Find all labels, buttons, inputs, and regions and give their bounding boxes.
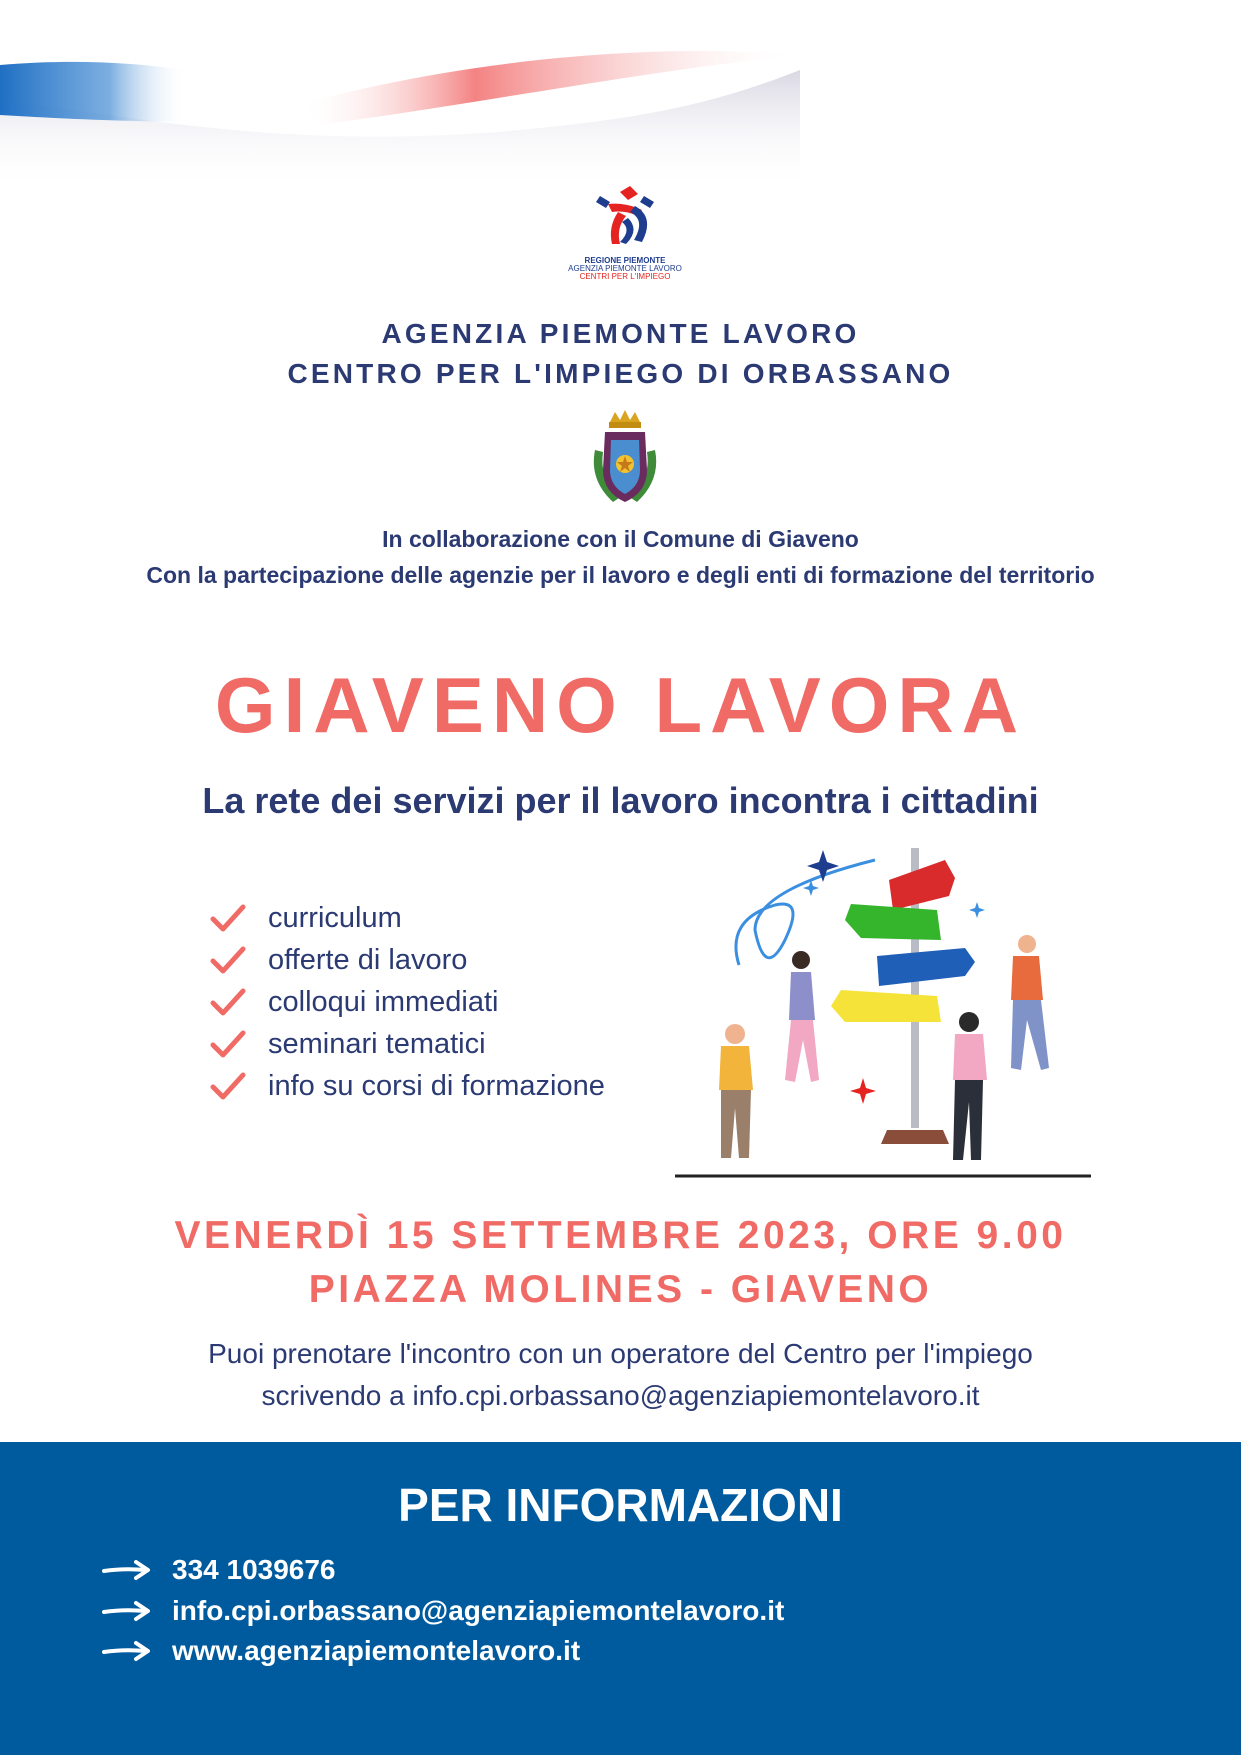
contact-email[interactable] (100, 1593, 784, 1629)
service-label: curriculum (268, 901, 402, 934)
booking-line1: Puoi prenotare l'incontro con un operatore del Centro per l'impiego (208, 1338, 1033, 1369)
website-link[interactable]: www.agenziapiemontelavoro.it (172, 1635, 581, 1666)
service-item (210, 940, 467, 980)
contact-phone[interactable] (100, 1552, 336, 1588)
check-icon (210, 1071, 246, 1101)
event-date: VENERDÌ 15 SETTEMBRE 2023, ORE 9.00 (174, 1214, 1067, 1257)
service-label: seminari tematici (268, 1027, 486, 1060)
check-icon (210, 945, 246, 975)
center-name: CENTRO PER L'IMPIEGO DI ORBASSANO (287, 358, 954, 389)
agency-logo (560, 182, 690, 282)
arrow-right-icon (100, 1599, 154, 1623)
header-wave-decoration (0, 0, 1241, 190)
giaveno-coat-of-arms-icon (585, 410, 665, 510)
contact-website[interactable] (100, 1633, 580, 1669)
logo-line1: REGIONE PIEMONTE (584, 256, 666, 265)
arrow-right-icon (100, 1639, 154, 1663)
logo-line2: AGENZIA PIEMONTE LAVORO (568, 264, 682, 273)
check-icon (210, 1029, 246, 1059)
arrow-right-icon (100, 1558, 154, 1582)
service-item (210, 1066, 605, 1106)
event-title: GIAVENO LAVORA (214, 661, 1027, 749)
service-label: info su corsi di formazione (268, 1069, 605, 1102)
check-icon (210, 903, 246, 933)
collaboration-line: In collaborazione con il Comune di Giaveno (382, 526, 859, 552)
event-place: PIAZZA MOLINES - GIAVENO (308, 1268, 933, 1311)
agency-name: AGENZIA PIEMONTE LAVORO (381, 318, 860, 349)
service-label: offerte di lavoro (268, 943, 468, 976)
phone-number[interactable]: 334 1039676 (172, 1554, 336, 1585)
event-subtitle: La rete dei servizi per il lavoro incontra i cittadini (202, 780, 1039, 821)
service-label: colloqui immediati (268, 985, 499, 1018)
service-item (210, 1024, 486, 1064)
booking-line2: scrivendo a info.cpi.orbassano@agenziapiemontelavoro.it (261, 1380, 980, 1411)
logo-line3: CENTRI PER L'IMPIEGO (579, 272, 671, 281)
service-item (210, 982, 499, 1022)
check-icon (210, 987, 246, 1017)
signpost-people-illustration-icon (665, 840, 1095, 1180)
regione-piemonte-agency-logo-icon (560, 182, 690, 252)
email-address[interactable]: info.cpi.orbassano@agenziapiemontelavoro.it (172, 1595, 785, 1626)
service-item (210, 898, 402, 938)
participation-line: Con la partecipazione delle agenzie per il lavoro e degli enti di formazione del territorio (146, 562, 1095, 588)
info-title: PER INFORMAZIONI (398, 1479, 843, 1531)
